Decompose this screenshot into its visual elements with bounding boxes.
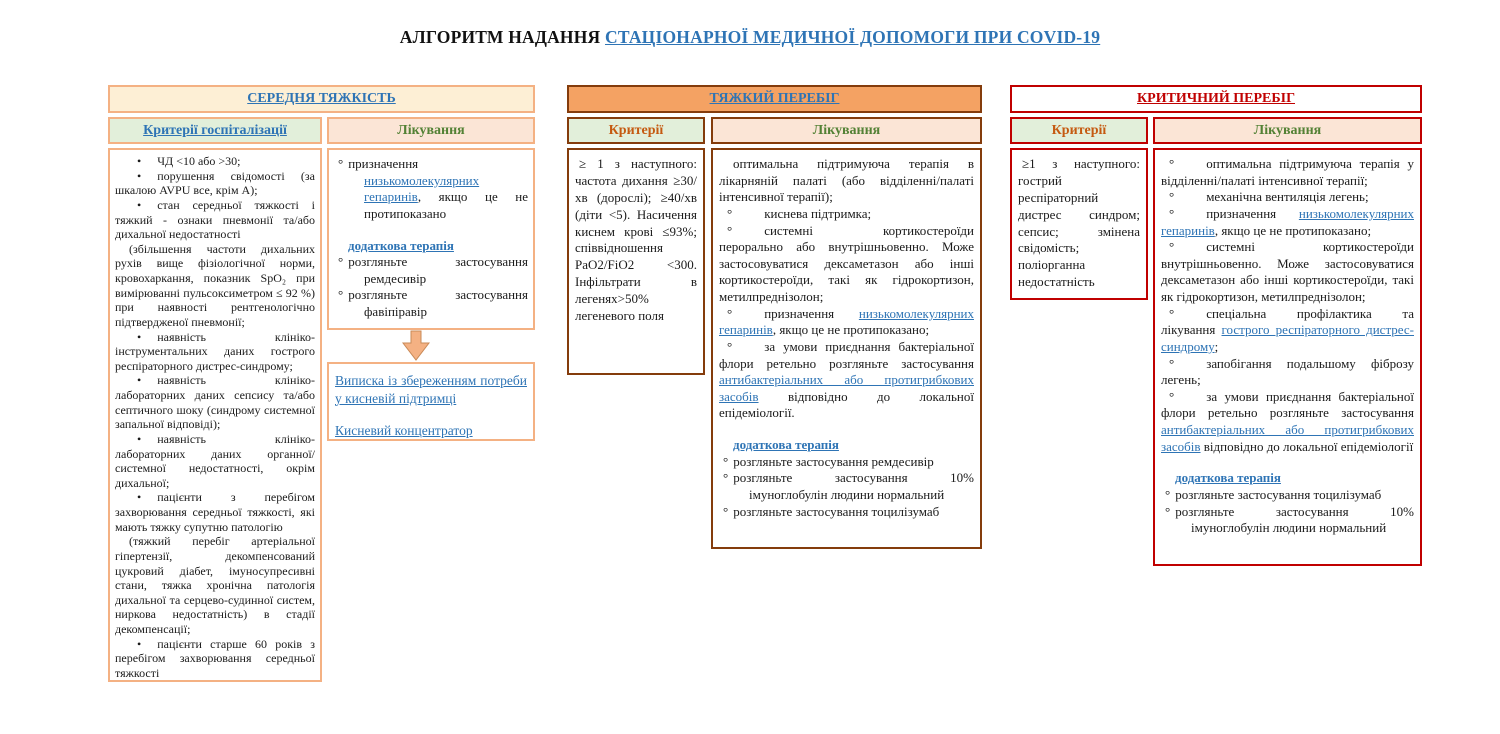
text-run: (збільшення частоти дихальних рухів вище фізіологічної норми, кровохаркання, показник SpO₂ при вимірюванні пульсоксиметром ≤ 92 %) при наявності рентгенологічно підтвердженої пневмонії; (115, 241, 315, 329)
header-moderate-severity (108, 85, 535, 113)
inline-link[interactable]: гострого респіраторного дистрес-синдрому (1161, 322, 1414, 354)
severe-treatment-box (711, 148, 982, 549)
text-run: системні кортикостероїди перорально або внутрішньовенно. Може застосовуватися дексаметазон або інші кортикостероїди, такі як гідрокортизон, метилпреднізолон; (719, 222, 974, 304)
inline-link[interactable]: антибактеріальних або протигрибкових засобів (1161, 422, 1414, 454)
text-item (719, 339, 974, 422)
text-item (334, 238, 528, 255)
text-item (115, 198, 315, 242)
text-item (1018, 156, 1140, 291)
list-marker: ° (1165, 503, 1171, 519)
spacer (719, 422, 974, 437)
text-run: призначення (348, 156, 419, 171)
header-severe-link[interactable]: ТЯЖКИЙ ПЕРЕБІГ (709, 91, 840, 106)
list-marker: • (137, 329, 142, 344)
text-item (1161, 156, 1414, 189)
header-critical-course (1010, 85, 1422, 113)
list-marker: • (137, 154, 142, 168)
text-item (1161, 504, 1414, 537)
list-marker: • (137, 490, 142, 505)
text-item (335, 422, 527, 440)
text-run: ; (1214, 338, 1219, 354)
list-marker: ° (338, 287, 344, 303)
text-run: наявність клініко-лабораторних даних органної/системної недостатності, окрім дихальної; (115, 431, 315, 490)
header-severe-course (567, 85, 982, 113)
text-run: , якщо це не протипоказано; (1214, 222, 1372, 238)
moderate-discharge-box (327, 362, 535, 441)
text-item (719, 504, 974, 521)
list-marker: • (137, 431, 142, 446)
list-marker: • (137, 373, 142, 388)
critical-criteria-title (1010, 117, 1148, 144)
text-run: , якщо це не протипоказано (364, 189, 528, 221)
inline-link[interactable]: низькомолекулярних гепаринів (719, 305, 974, 338)
text-run: розгляньте застосування 10% імуноглобулін людини нормальний (1175, 503, 1414, 536)
title-prefix: АЛГОРИТМ НАДАННЯ (399, 27, 605, 47)
text-run: наявність клініко-лабораторних даних сепсису та/або септичного шоку (синдрому системної запальної відповіді); (115, 373, 315, 432)
severe-treatment-title (711, 117, 982, 144)
text-item (115, 637, 315, 681)
text-item (719, 156, 974, 206)
text-run: призначення (1206, 205, 1299, 221)
text-run: за умови приєднання бактеріальної флори ретельно розгляньте застосування (1161, 388, 1414, 421)
text-run: запобігання подальшому фіброзу легень; (1161, 355, 1414, 388)
text-run: механічна вентиляція легень; (1206, 189, 1369, 205)
moderate-treatment-box (327, 148, 535, 330)
text-run: киснева підтримка; (764, 205, 872, 221)
text-run: розгляньте застосування фавіпіравір (348, 287, 528, 319)
list-marker: ° (727, 305, 733, 321)
text-run: оптимальна підтримуюча терапія в лікарняній палаті (або відділенні/палаті інтенсивної терапії); (719, 156, 974, 205)
critical-criteria-box (1010, 148, 1148, 300)
list-marker: • (137, 197, 142, 212)
text-run: пацієнти старше 60 років з перебігом захворювання середньої тяжкості (115, 636, 315, 680)
text-item (335, 372, 527, 407)
list-marker: ° (723, 453, 729, 469)
text-item (115, 242, 315, 330)
list-marker: ° (1169, 189, 1175, 205)
text-run: пацієнти з перебігом захворювання середньої тяжкості, які мають тяжку супутню патологію (115, 490, 315, 534)
inline-link[interactable]: Кисневий концентратор (335, 423, 473, 439)
list-marker: ° (727, 222, 733, 238)
text-item (1161, 356, 1414, 389)
page-title (0, 27, 1500, 48)
text-run: розгляньте застосування ремдесивір (348, 254, 528, 286)
text-item (115, 432, 315, 491)
inline-link[interactable]: низькомолекулярних гепаринів (1161, 205, 1414, 238)
text-item (115, 154, 315, 169)
text-item (719, 470, 974, 503)
list-marker: ° (338, 254, 344, 270)
list-marker: ° (723, 470, 729, 486)
text-item (719, 437, 974, 454)
moderate-criteria-title-link[interactable]: Критерії госпіталізації (143, 122, 287, 138)
text-run: за умови приєднання бактеріальної флори ретельно розгляньте застосування (719, 338, 974, 371)
list-marker: ° (727, 205, 733, 221)
spacer (334, 223, 528, 238)
list-marker: • (137, 168, 142, 183)
list-marker: ° (1169, 355, 1175, 371)
critical-treatment-title (1153, 117, 1422, 144)
text-item (1161, 470, 1414, 487)
text-run: системні кортикостероїди внутрішньовенно. Може застосовуватися дексаметазон або інші кортикостероїди, такі як гідрокортизон, метилпреднізолон; (1161, 239, 1414, 304)
list-marker: • (137, 636, 142, 651)
inline-link[interactable]: низькомолекулярних гепаринів (364, 172, 480, 205)
inline-link[interactable]: додаткова терапія (348, 237, 454, 253)
text-run: (тяжкий перебіг артеріальної гіпертензії, декомпенсований цукровий діабет, імуносупресивні стани, тяжка хронічна патологія дихальної та серцево-судинної систем, ниркова недостатність) в стадії декомпенсації; (115, 534, 315, 636)
moderate-criteria-title (108, 117, 322, 144)
list-marker: ° (1169, 239, 1175, 255)
list-marker: ° (1169, 205, 1175, 221)
inline-link[interactable]: антибактеріальних або протигрибкових засобів (719, 372, 974, 404)
moderate-criteria-box (108, 148, 322, 682)
text-run: розгляньте застосування 10% імуноглобулін людини нормальний (733, 470, 974, 502)
title-link[interactable]: СТАЦІОНАРНОЇ МЕДИЧНОЇ ДОПОМОГИ ПРИ COVID-19 (604, 27, 1101, 47)
text-item (1161, 189, 1414, 206)
text-run: порушення свідомості (за шкалою AVPU все, крім А); (115, 168, 315, 198)
header-moderate-link[interactable]: СЕРЕДНЯ ТЯЖКІСТЬ (247, 91, 396, 106)
text-run: наявність клініко-інструментальних даних гострого респіраторного дистрес-синдрому; (115, 329, 315, 373)
text-run: відповідно до локальної епідеміології (1200, 438, 1414, 454)
severe-criteria-title-label: Критерії (608, 122, 664, 138)
text-item (719, 454, 974, 471)
text-run: ≥ 1 з наступного: частота дихання ≥30/хв (дорослі); ≥40/хв (діти <5). Насичення киснем крові ≤93%; співвідношення PaO2/FiO2 <300. Інфільтрати в легенях>50% легеневого поля (575, 156, 697, 324)
severe-criteria-box (567, 148, 705, 375)
spacer (335, 407, 527, 422)
list-marker: ° (1169, 388, 1175, 404)
text-item (1161, 389, 1414, 456)
critical-treatment-title-label: Лікування (1253, 122, 1322, 138)
text-item (719, 306, 974, 339)
text-item (334, 254, 528, 287)
list-marker: ° (1169, 305, 1175, 321)
text-run: стан середньої тяжкості і тяжкий - ознаки пневмонії та/або дихальної недостатності (115, 197, 315, 242)
critical-criteria-title-label: Критерії (1051, 122, 1107, 138)
header-critical-link[interactable]: КРИТИЧНИЙ ПЕРЕБІГ (1137, 91, 1295, 106)
moderate-treatment-title (327, 117, 535, 144)
text-run: призначення (764, 305, 859, 321)
text-run: відповідно до локальної епідеміології. (719, 388, 974, 421)
list-marker: ° (1169, 156, 1175, 171)
text-item (115, 330, 315, 374)
text-item (115, 490, 315, 534)
text-item (1161, 306, 1414, 356)
text-item (115, 373, 315, 432)
critical-treatment-box (1153, 148, 1422, 566)
text-run: оптимальна підтримуюча терапія у відділенні/палаті інтенсивної терапії; (1161, 156, 1414, 188)
list-marker: ° (338, 156, 344, 171)
text-item (719, 223, 974, 306)
text-item (115, 534, 315, 636)
down-arrow-icon (400, 330, 432, 361)
severe-criteria-title (567, 117, 705, 144)
text-run: розгляньте застосування тоцилізумаб (1175, 486, 1382, 502)
list-marker: ° (1165, 486, 1171, 502)
text-run: , якщо це не протипоказано; (772, 322, 930, 338)
text-item (334, 156, 528, 223)
spacer (1161, 455, 1414, 470)
text-item (1161, 206, 1414, 239)
text-run: розгляньте застосування тоцилізумаб (733, 503, 940, 519)
severe-treatment-title-label: Лікування (812, 122, 881, 138)
list-marker: ° (723, 503, 729, 519)
text-item (719, 206, 974, 223)
text-item (1161, 487, 1414, 504)
list-marker: ° (727, 338, 733, 354)
text-run: ≥1 з наступного: гострий респіраторний дистрес синдром; сепсис; змінена свідомість; поліорганна недостатність (1018, 156, 1140, 290)
inline-link[interactable]: додаткова терапія (733, 437, 839, 452)
inline-link[interactable]: Виписка із збереженням потреби у кисневій підтримці (335, 373, 527, 406)
text-item (1161, 239, 1414, 306)
text-run: ЧД <10 або >30; (157, 154, 241, 168)
inline-link[interactable]: додаткова терапія (1175, 470, 1281, 486)
moderate-treatment-title-label: Лікування (397, 122, 465, 138)
text-run: розгляньте застосування ремдесивір (733, 453, 934, 469)
text-item (334, 287, 528, 320)
text-item (575, 156, 697, 325)
text-run: спеціальна профілактика та лікування (1161, 305, 1414, 338)
text-item (115, 169, 315, 198)
